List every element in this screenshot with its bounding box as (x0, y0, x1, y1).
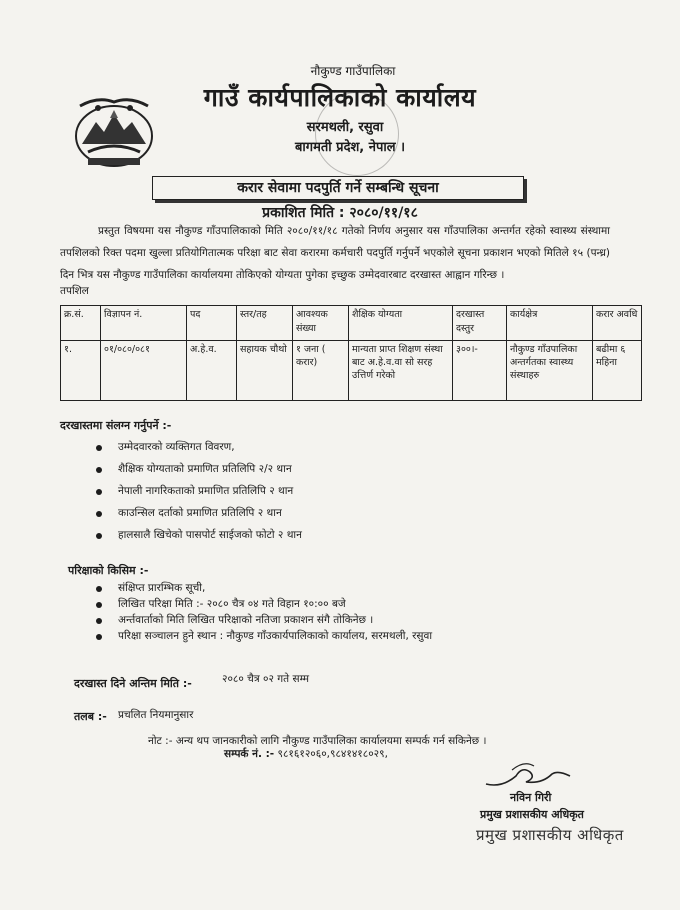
contact-label: सम्पर्क नं. :- (224, 748, 275, 760)
bullet-icon (96, 511, 102, 517)
col-header-duration: करार अवधि (593, 306, 642, 341)
exam-heading: परिक्षाको किसिम :- (68, 564, 149, 577)
list-item (96, 581, 596, 597)
designation-stamp: प्रमुख प्रशासकीय अधिकृत (476, 826, 624, 844)
col-header-level: स्तर/तह (237, 306, 293, 341)
list-item-text: नेपाली नागरिकताको प्रमाणित प्रतिलिपि २ थान (118, 485, 294, 497)
contact-numbers: ९८१६१२०६०,९८४१४१८०२९, (277, 748, 388, 760)
cell-count: १ जना ( करार) (293, 341, 349, 401)
cell-ad-no: ०१/०८०/०८१ (101, 341, 187, 401)
list-item (96, 629, 596, 645)
contact-line (224, 747, 388, 761)
notice-title: करार सेवामा पदपुर्ति गर्ने सम्बन्धि सूचना (152, 176, 524, 200)
list-item (96, 462, 576, 484)
bullet-icon (96, 489, 102, 495)
col-header-post: पद (187, 306, 237, 341)
salary-label: तलब :- (74, 710, 107, 723)
details-label: तपशिल (60, 285, 89, 297)
notice-body: प्रस्तुत विषयमा यस नौकुण्ड गाँउपालिकाको मिति २०८०/११/१८ गतेको निर्णय अनुसार यस गाँउपालिका अन्तर्गत रहेको स्वास्थ्य संस्थामा तपशिलको रिक्त पदमा खुल्ला प्रतियोगितात्मक परिक्षा बाट सेवा करारमा कर्मचारी पदपुर्ति गर्नुपर्ने भएकोले सूचना प्रकाशन भएको मितिले १५ (पन्ध्र) दिन भित्र यस नौकुण्ड गाउँपालिका कार्यालयमा तोकिएको योग्यता पुगेका इच्छुक उम्मेदवारबाट दरखास्त आह्वान गरिन्छ । (60, 225, 610, 281)
list-item-text: उम्मेदवारको व्यक्तिगत विवरण, (118, 441, 235, 453)
bullet-icon (96, 467, 102, 473)
vacancy-table (60, 305, 642, 401)
cell-fee: ३००।- (453, 341, 507, 401)
list-item (96, 613, 596, 629)
list-item (96, 506, 576, 528)
note-text: नोट :- अन्य थप जानकारीको लागि नौकुण्ड गाउँपालिका कार्यालयमा सम्पर्क गर्न सकिनेछ । (148, 735, 487, 747)
list-item (96, 528, 576, 550)
office-province: बागमती प्रदेश, नेपाल । (294, 140, 406, 155)
col-header-workplace: कार्यक्षेत्र (507, 306, 593, 341)
government-emblem-icon (68, 92, 160, 172)
cell-qualification: मान्यता प्राप्त शिक्षण संस्था बाट अ.हे.व.वा सो सरह उत्तिर्ण गरेको (349, 341, 453, 401)
list-item (96, 484, 576, 506)
bullet-icon (96, 634, 102, 640)
office-title: गाउँ कार्यपालिकाको कार्यालय (203, 83, 477, 112)
deadline-label: दरखास्त दिने अन्तिम मिति :- (74, 677, 192, 690)
col-header-sn: क्र.सं. (61, 306, 101, 341)
office-address: सरमथली, रसुवा (306, 120, 384, 135)
list-item-text: लिखित परिक्षा मिति :- २०८० चैत्र ०४ गते विहान १०:०० बजे (118, 598, 346, 610)
requirements-heading: दरखास्तमा संलग्न गर्नुपर्ने :- (60, 419, 172, 432)
exam-list (96, 581, 596, 645)
col-header-count: आवश्यक संख्या (293, 306, 349, 341)
table-header-row (61, 306, 642, 341)
cell-level: सहायक चौथो (237, 341, 293, 401)
signer-title: प्रमुख प्रशासकीय अधिकृत (480, 808, 584, 821)
col-header-qualification: शैक्षिक योग्यता (349, 306, 453, 341)
cell-post: अ.हे.व. (187, 341, 237, 401)
deadline-value: २०८० चैत्र ०२ गते सम्म (222, 673, 309, 685)
list-item-text: संक्षिप्त प्रारम्भिक सूची, (118, 582, 206, 594)
col-header-fee: दरखास्त दस्तुर (453, 306, 507, 341)
list-item (96, 597, 596, 613)
col-header-ad-no: विज्ञापन नं. (101, 306, 187, 341)
requirements-list (96, 440, 576, 550)
signer-name: नविन गिरी (510, 791, 552, 804)
bullet-icon (96, 602, 102, 608)
list-item-text: हालसालै खिचेको पासपोर्ट साईजको फोटो २ थान (118, 529, 302, 541)
published-date: प्रकाशित मिति : २०८०/११/१८ (262, 205, 418, 221)
bullet-icon (96, 618, 102, 624)
table-row (61, 341, 642, 401)
list-item-text: परिक्षा सञ्चालन हुने स्थान : नौकुण्ड गाँउकार्यपालिकाको कार्यालय, सरमथली, रसुवा (118, 630, 433, 642)
municipality-name: नौकुण्ड गाउँपालिका (310, 64, 396, 78)
list-item (96, 440, 576, 462)
cell-duration: बढीमा ६ महिना (593, 341, 642, 401)
list-item-text: काउन्सिल दर्ताको प्रमाणित प्रतिलिपि २ थान (118, 507, 282, 519)
cell-sn: १. (61, 341, 101, 401)
bullet-icon (96, 445, 102, 451)
cell-workplace: नौकुण्ड गाँउपालिका अन्तर्गतका स्वास्थ्य संस्थाहरु (507, 341, 593, 401)
salary-value: प्रचलित नियमानुसार (118, 709, 194, 721)
bullet-icon (96, 533, 102, 539)
signature-mark (482, 758, 574, 792)
list-item-text: शैक्षिक योग्यताको प्रमाणित प्रतिलिपि २/२ थान (118, 463, 292, 475)
list-item-text: अर्न्तवार्ताको मिति लिखित परिक्षाको नतिजा प्रकाशन संगै तोकिनेछ । (118, 614, 374, 626)
bullet-icon (96, 586, 102, 592)
